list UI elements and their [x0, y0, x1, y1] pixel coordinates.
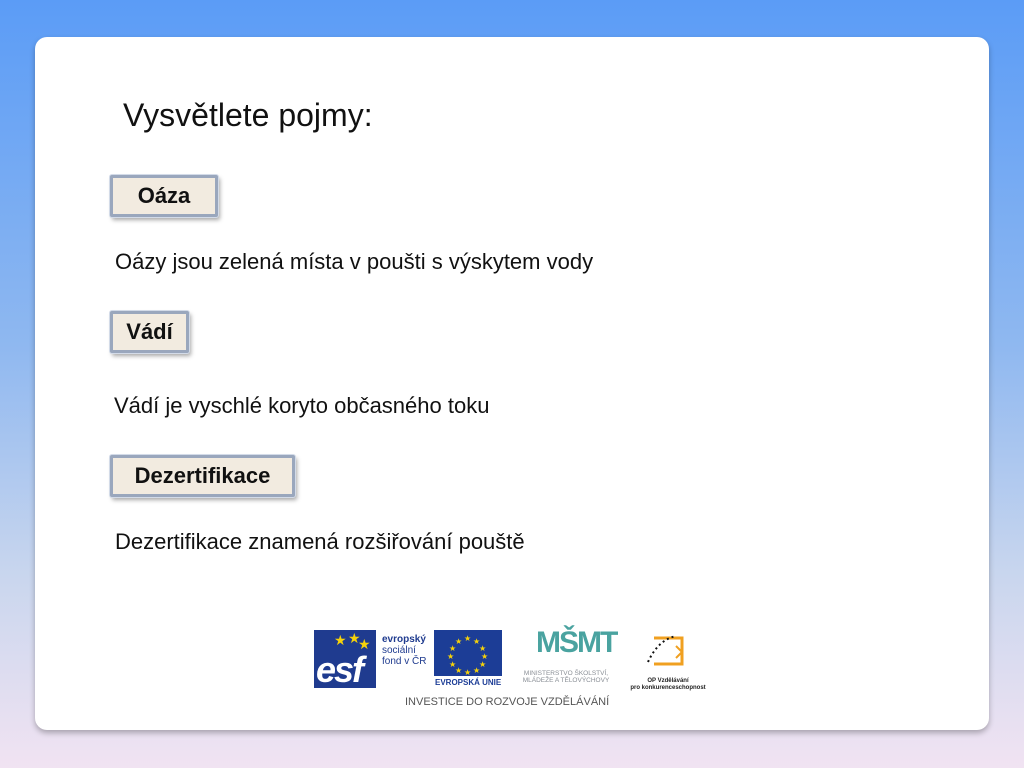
esf-caption: [382, 634, 426, 667]
star-icon: ★: [358, 636, 371, 652]
slide-title: Vysvětlete pojmy:: [123, 97, 373, 133]
star-icon: ★: [348, 630, 361, 646]
msmt-caption-line: MINISTERSTVO ŠKOLSTVÍ,: [523, 670, 609, 677]
esf-caption-line: evropský: [382, 634, 426, 645]
term-oaza: Oáza: [110, 175, 218, 217]
eu-caption: EVROPSKÁ UNIE: [435, 678, 502, 687]
definition-dezertifikace: Dezertifikace znamená rozšiřování pouště: [115, 529, 525, 554]
op-caption-line: pro konkurenceschopnost: [630, 685, 706, 691]
investice-caption: INVESTICE DO ROZVOJE VZDĚLÁVÁNÍ: [405, 696, 610, 708]
op-caption-line: OP Vzdělávání: [647, 678, 689, 684]
footer-logos: [314, 628, 706, 712]
definition-vadi: Vádí je vyschlé koryto občasného toku: [114, 393, 490, 418]
op-caption: [628, 678, 708, 692]
definition-oaza: Oázy jsou zelená místa v poušti s výskytem vody: [115, 249, 594, 274]
esf-caption-line: fond v ČR: [382, 656, 427, 667]
slide-card: [35, 37, 989, 730]
msmt-caption-line: MLÁDEŽE A TĚLOVÝCHOVY: [522, 677, 610, 684]
msmt-logo: MŠMT: [536, 626, 617, 659]
msmt-caption: [507, 670, 625, 684]
esf-logo: [314, 630, 376, 688]
star-icon: ★: [334, 632, 347, 648]
term-vadi: Vádí: [110, 311, 189, 353]
esf-caption-line: sociální: [382, 645, 416, 656]
eu-flag-icon: ★ ★ ★ ★ ★ ★ ★ ★ ★ ★ ★ ★: [434, 630, 502, 676]
op-logo-icon: [646, 632, 688, 670]
term-dezertifikace: Dezertifikace: [110, 455, 295, 497]
esf-logo-text: esf: [316, 649, 363, 690]
